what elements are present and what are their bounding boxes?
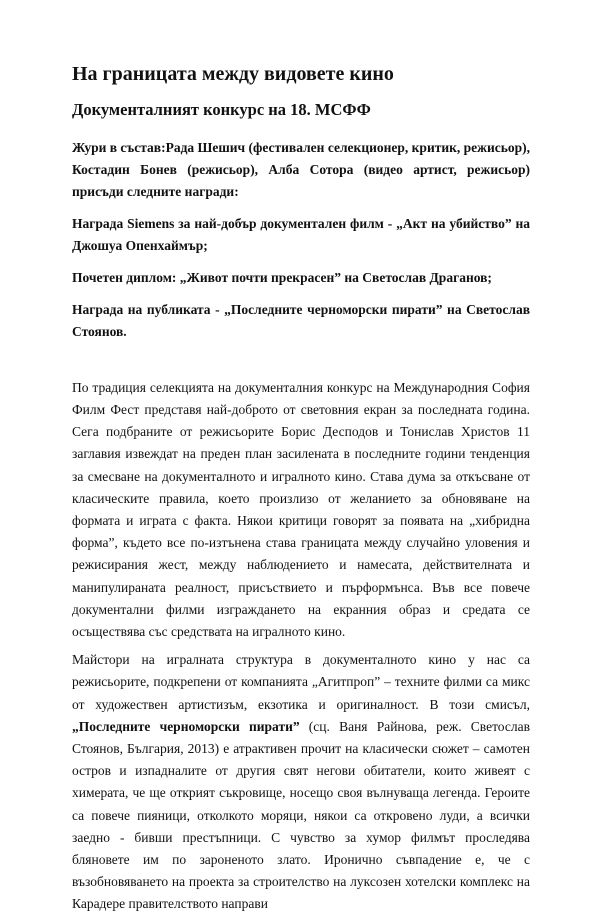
awards-section [72, 137, 530, 343]
award-item: Награда Siemens за най-добър документален филм - „Акт на убийство” на Джошуа Опенхаймър; [72, 215, 530, 253]
paragraph-2-text-start: Майстори на игралната структура в документалното кино у нас са режисьорите, подкрепени от компанията „Агитпроп” – техните филми са микс от художествен артистизъм, екзотика и оригиналност. В този смисъл, [72, 652, 530, 712]
award-item: Почетен диплом: „Живот почти прекрасен” на Светослав Драганов; [72, 269, 492, 285]
jury-paragraph: Жури в състав:Рада Шешич (фестивален селекционер, критик, режисьор), Костадин Бонев (режисьор), Алба Сотора (видео артист, режисьор) присъди следните награди: [72, 139, 530, 199]
document-page [72, 62, 530, 922]
article-body [72, 377, 530, 916]
body-paragraph-2 [72, 649, 530, 915]
article-title: На границата между видовете кино [72, 63, 394, 85]
article-subtitle: Документалният конкурс на 18. МСФФ [72, 100, 371, 119]
award-item: Награда на публиката - „Последните черноморски пирати” на Светослав Стоянов. [72, 301, 530, 339]
body-paragraph-1: По традиция селекцията на документалния конкурс на Международния София Филм Фест представя най-доброто от световния екран за последната година. Сега подбраните от режисьорите Борис Десподов и Тонислав Христов 11 заглавия извеждат на преден план засилената в последните години тенденция за смесване на документалното и игралното кино. Става дума за откъсване от класическите правила, което произлизо от желанието за обновяване на формата и играта с факта. Някои критици говорят за появата на „хибридна форма”, където все по-изтънена става границата между случайно уловения и режисирания жест, между наблюдението и намесата, действителната и манипулираната реалност, присъствието и пърформънса. Във все повече документални филми изграждането на екранния образ и средата се осъществява със средствата на игралното кино. [72, 379, 530, 640]
paragraph-2-text-end: (сц. Ваня Райнова, реж. Светослав Стоянов, България, 2013) е атрактивен прочит на класически сюжет – самотен остров и изпадналите от другия свят негови обитатели, които живеят с химерата, че ще открият съкровище, носещо своя вълнуваща легенда. Героите са повече пияници, отколкото моряци, някои са откровено луди, а всички заедно - бивши престъпници. С чувство за хумор филмът проследява блянoвете им по зароненото злато. Иронично съвпадение е, че с възобновяването на проекта за строителство на луксозен хотелски комплекс на Карадере правителството направи [72, 718, 530, 912]
film-title-bold: „Последните черноморски пирати” [72, 718, 300, 734]
